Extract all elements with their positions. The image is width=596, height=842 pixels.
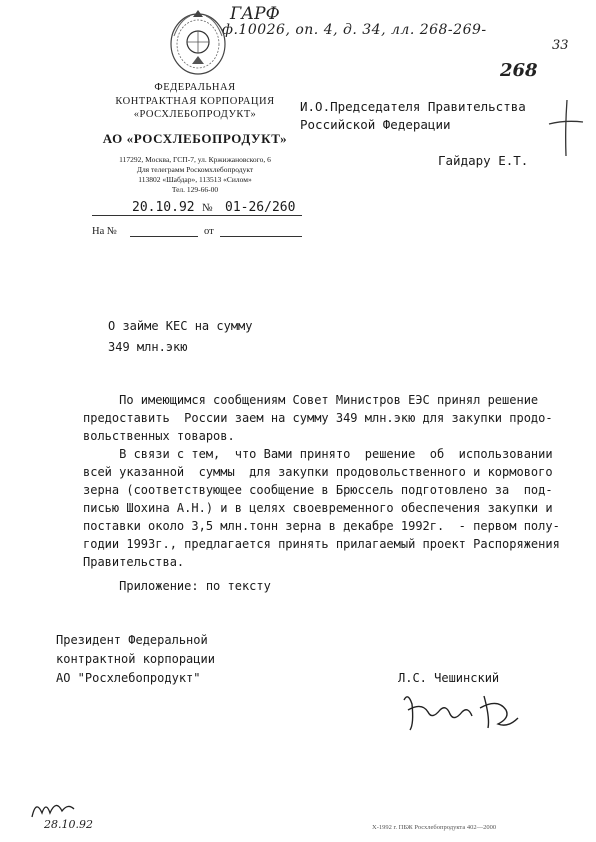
body-p2-line2: всей указанной суммы для закупки продовольственного и кормового xyxy=(83,465,553,479)
letterhead-org-line2: КОНТРАКТНАЯ КОРПОРАЦИЯ xyxy=(115,96,275,107)
reg-number: 01-26/260 xyxy=(225,200,296,215)
reg-underline xyxy=(92,215,302,216)
letterhead-org-line3: «РОСХЛЕБОПРОДУКТ» xyxy=(133,109,257,120)
signer-title-line2: контрактной корпорации xyxy=(56,652,215,666)
subject-line1: О займе КЕС на сумму xyxy=(108,319,253,333)
state-emblem-icon xyxy=(166,6,230,82)
addressee-line1: И.О.Председателя Правительства xyxy=(300,99,526,114)
body-p2-line4: писью Шохина А.Н.) и в целях своевременного обеспечения закупки и xyxy=(83,501,553,515)
reg-no-label: № xyxy=(202,202,213,214)
archive-stamp: ГАРФ xyxy=(230,4,280,24)
from-line xyxy=(220,236,302,237)
letterhead-company: АО «РОСХЛЕБОПРОДУКТ» xyxy=(102,131,288,146)
subject-line2: 349 млн.экю xyxy=(108,340,188,354)
reply-to-label: На № xyxy=(92,226,117,237)
body-p2-line7: Правительства. xyxy=(83,555,185,569)
letterhead-org-line1: ФЕДЕРАЛЬНАЯ xyxy=(154,82,236,93)
body-p2-line6: годии 1993г., предлагается принять прилагаемый проект Распоряжения xyxy=(83,537,560,551)
initials-date: 28.10.92 xyxy=(44,818,93,831)
letterhead-phone: Тел. 129-66-00 xyxy=(171,185,219,194)
addressee-line2: Российской Федерации xyxy=(300,117,451,132)
body-p1-line1: По имеющимся сообщениям Совет Министров ЕЭС принял решение xyxy=(83,393,539,407)
addressee-name: Гайдару Е.Т. xyxy=(438,153,529,168)
archive-reference-cont: 33 xyxy=(552,38,569,53)
signer-title-line3: АО "Росхлебопродукт" xyxy=(56,671,201,685)
body-p1-line2: предоставить России заем на сумму 349 млн.экю для закупки продо- xyxy=(83,411,553,425)
letterhead-address2: Для телеграмм Роскомхлебопродукт xyxy=(136,165,254,174)
handwritten-signature-icon xyxy=(398,688,528,736)
margin-mark-icon xyxy=(545,98,585,158)
body-p2-line3: зерна (соответствующее сообщение в Брюссель подготовлено за под- xyxy=(83,483,553,497)
body-p1-line3: вольственных товаров. xyxy=(83,429,235,443)
signer-title-line1: Президент Федеральной xyxy=(56,633,208,647)
archive-page-number: 268 xyxy=(500,60,538,81)
letterhead-address1: 117292, Москва, ГСП-7, ул. Кржижановского, 6 xyxy=(119,155,271,164)
attachment-note: Приложение: по тексту xyxy=(83,579,271,593)
body-p2-line1: В связи с тем, что Вами принято решение об использовании xyxy=(83,447,553,461)
reply-to-line xyxy=(130,236,198,237)
archive-reference: ф.10026, оп. 4, д. 34, лл. 268-269- xyxy=(222,22,487,38)
letterhead-address3: 113802 «Шабдар», 113513 «Силом» xyxy=(138,175,252,184)
reg-date: 20.10.92 xyxy=(132,200,195,215)
print-info: Х-1992 г. ПБЖ Росхлебопродукта 402—2000 xyxy=(372,824,497,831)
body-p2-line5: поставки около 3,5 млн.тонн зерна в декабре 1992г. - первом полу- xyxy=(83,519,560,533)
signer-name: Л.С. Чешинский xyxy=(398,671,500,685)
from-label: от xyxy=(204,226,214,237)
